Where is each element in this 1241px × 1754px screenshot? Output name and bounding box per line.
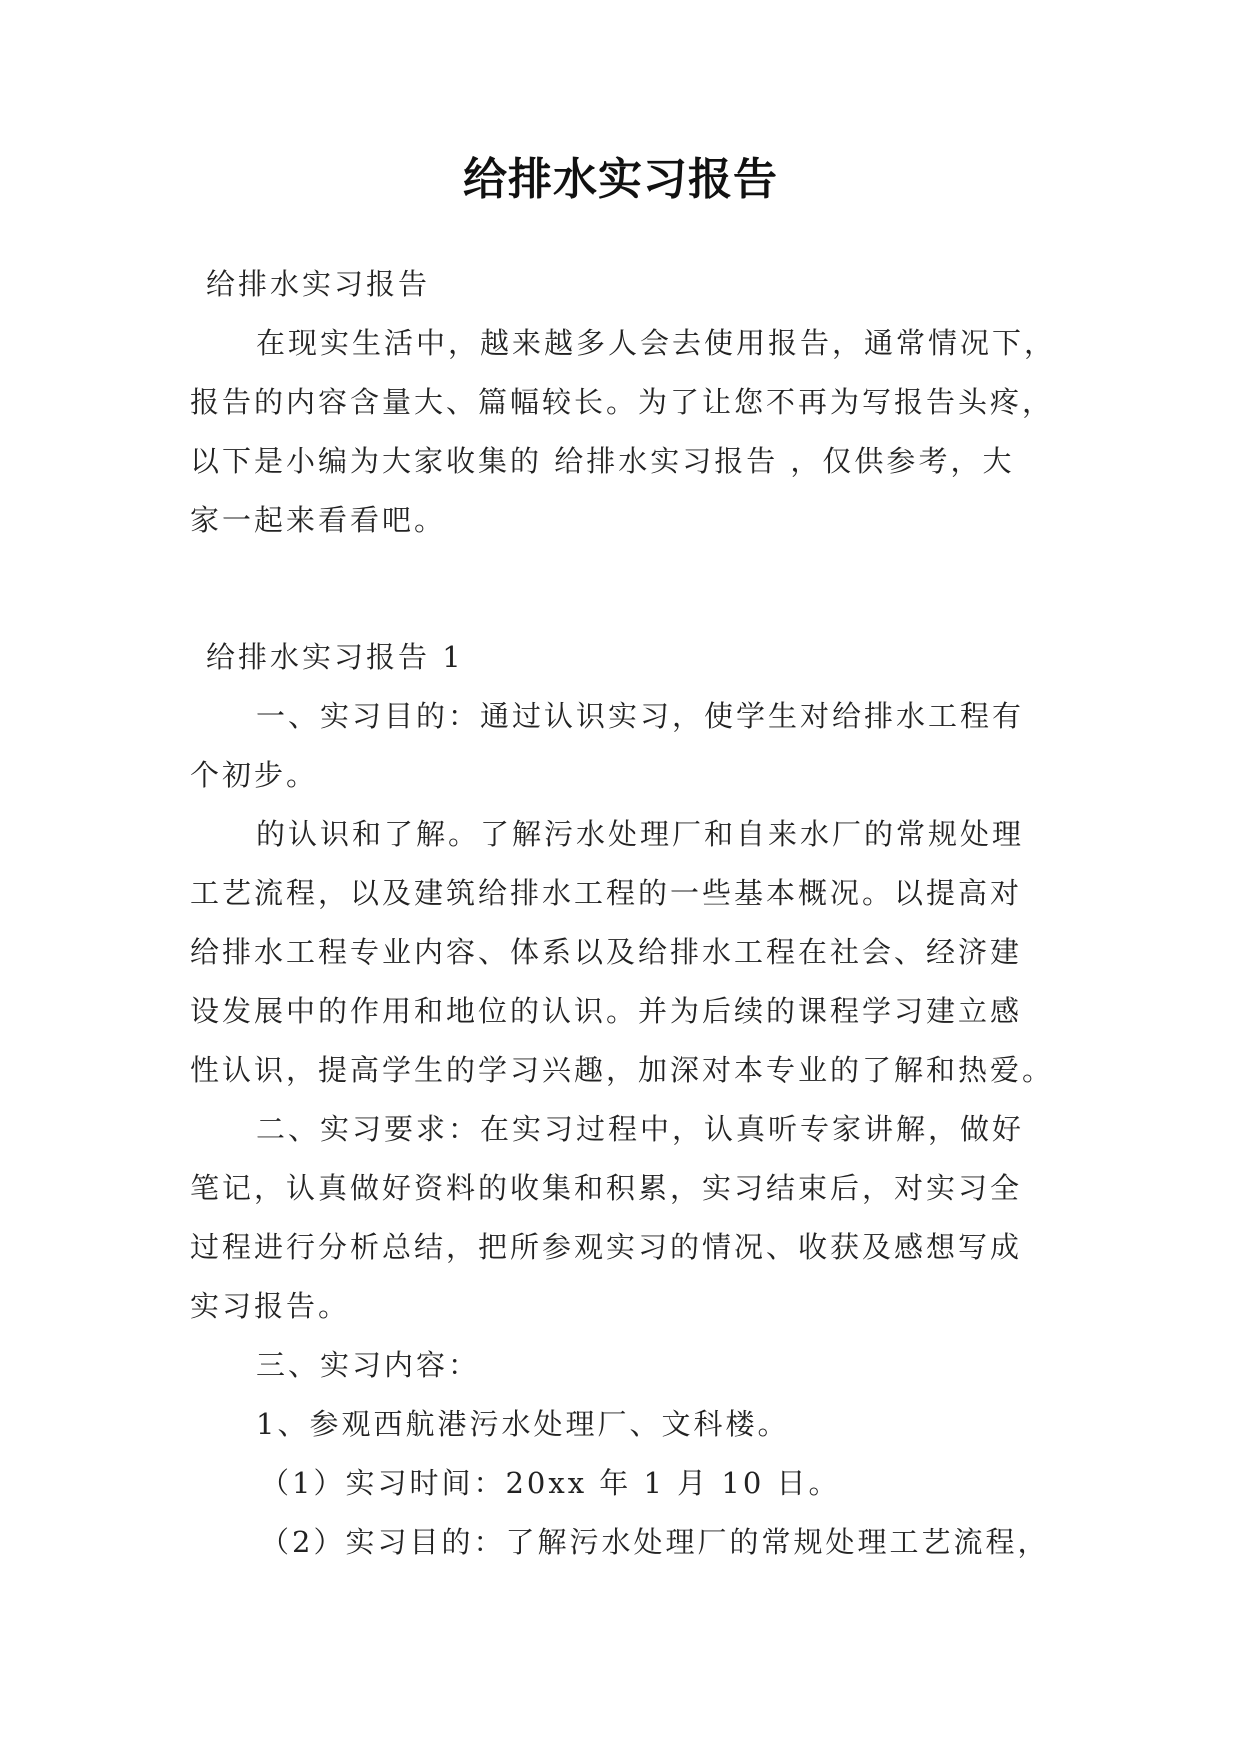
section1-line-15: （2）实习目的：了解污水处理厂的常规处理工艺流程， (260, 1525, 1050, 1559)
intro-line-2: 报告的内容含量大、篇幅较长。为了让您不再为写报告头疼， (190, 385, 1055, 419)
intro-line-3: 以下是小编为大家收集的 给排水实习报告 ，仅供参考，大 (190, 444, 1015, 478)
section1-line-8: 二、实习要求：在实习过程中，认真听专家讲解，做好 (256, 1112, 1025, 1146)
intro-line-4: 家一起来看看吧。 (190, 503, 447, 537)
intro-line-1: 在现实生活中，越来越多人会去使用报告，通常情况下， (256, 326, 1057, 360)
section1-line-2: 个初步。 (190, 758, 319, 792)
section1-line-11: 实习报告。 (190, 1289, 351, 1323)
section1-line-3: 的认识和了解。了解污水处理厂和自来水厂的常规处理 (256, 817, 1025, 851)
section1-line-13: 1、参观西航港污水处理厂、文科楼。 (256, 1407, 790, 1441)
section1-line-14: （1）实习时间：20xx 年 1 月 10 日。 (260, 1466, 841, 1500)
document-body (190, 255, 1060, 1572)
paragraph-gap (190, 550, 1060, 628)
section1-heading: 给排水实习报告 1 (206, 640, 464, 674)
section1-line-7: 性认识，提高学生的学习兴趣，加深对本专业的了解和热爱。 (190, 1053, 1055, 1087)
section1-line-5: 给排水工程专业内容、体系以及给排水工程在社会、经济建 (190, 935, 1023, 969)
section1-line-12: 三、实习内容： (256, 1348, 481, 1382)
section1-line-1: 一、实习目的：通过认识实习，使学生对给排水工程有 (256, 699, 1025, 733)
section1-line-4: 工艺流程，以及建筑给排水工程的一些基本概况。以提高对 (190, 876, 1023, 910)
document-title: 给排水实习报告 (463, 154, 778, 205)
section1-line-6: 设发展中的作用和地位的认识。并为后续的课程学习建立感 (190, 994, 1023, 1028)
intro-heading: 给排水实习报告 (206, 267, 431, 301)
section1-line-9: 笔记，认真做好资料的收集和积累，实习结束后，对实习全 (190, 1171, 1023, 1205)
section1-line-10: 过程进行分析总结，把所参观实习的情况、收获及感想写成 (190, 1230, 1023, 1264)
